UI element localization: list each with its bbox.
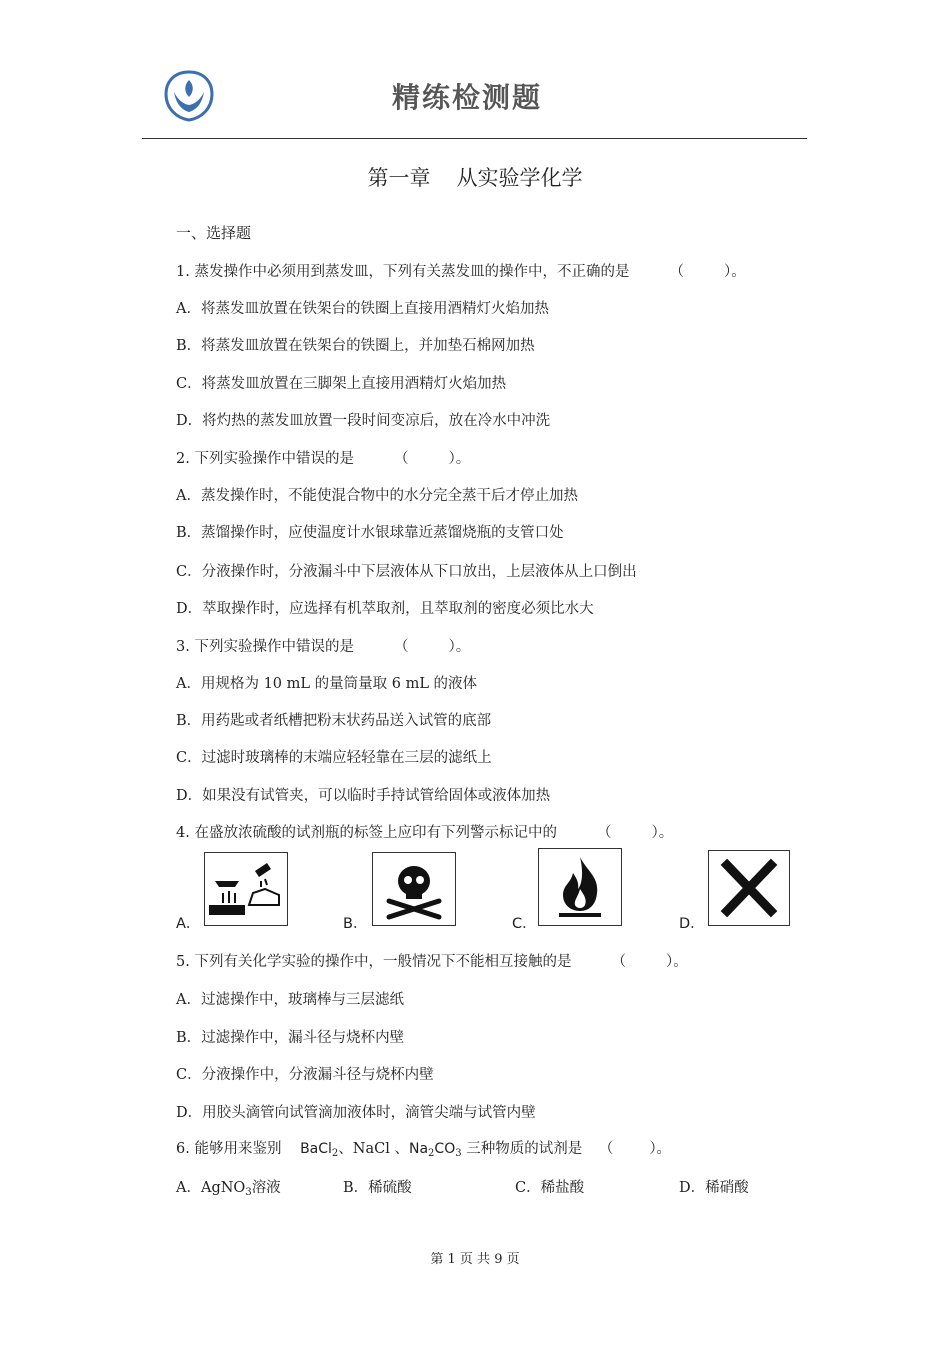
paren-open: （ <box>669 264 684 280</box>
q6-na: Na <box>408 1141 429 1157</box>
line-text: 5. 下列有关化学实验的操作中，一般情况下不能相互接触的是 <box>176 954 572 970</box>
q6-option-c[interactable]: C．稀盐酸 <box>515 1180 585 1196</box>
chapter-name: 从实验学化学 <box>456 166 583 190</box>
line-text: 1. 蒸发操作中必须用到蒸发皿，下列有关蒸发皿的操作中，不正确的是 <box>176 264 630 280</box>
q4-option-a[interactable]: A． <box>176 916 201 932</box>
q6-option-d[interactable]: D．稀硝酸 <box>679 1180 749 1196</box>
answer-option[interactable] <box>176 1028 404 1048</box>
answer-option[interactable] <box>176 523 564 543</box>
corrosive-symbol[interactable] <box>204 852 288 926</box>
q6-co-sub: 3 <box>455 1148 462 1159</box>
q6-na-sub: 2 <box>428 1148 435 1159</box>
line-text: A．蒸发操作时，不能使混合物中的水分完全蒸干后才停止加热 <box>176 488 578 504</box>
question-stem <box>176 952 688 972</box>
answer-blank[interactable] <box>597 823 673 843</box>
line-text: C．分液操作时，分液漏斗中下层液体从下口放出，上层液体从上口倒出 <box>176 564 637 580</box>
question-6 <box>176 1139 671 1164</box>
q6-bacl-sub: 2 <box>331 1148 339 1159</box>
paren-open: （ <box>611 954 626 970</box>
line-text: C．将蒸发皿放置在三脚架上直接用酒精灯火焰加热 <box>176 376 507 392</box>
flammable-symbol[interactable] <box>538 848 622 926</box>
paren-close: ）。 <box>448 639 471 655</box>
q6-option-a-tail: 溶液 <box>251 1180 281 1196</box>
toxic-symbol[interactable] <box>372 852 456 926</box>
answer-option[interactable] <box>176 786 550 806</box>
page-footer: 第 1 页 共 9 页 <box>430 1252 520 1267</box>
paren-close: ）。 <box>723 264 746 280</box>
line-text: D．将灼热的蒸发皿放置一段时间变凉后，放在冷水中冲洗 <box>176 413 551 429</box>
answer-blank[interactable] <box>394 637 470 657</box>
line-text: 4. 在盛放浓硫酸的试剂瓶的标签上应印有下列警示标记中的 <box>176 825 557 841</box>
flammable-icon <box>539 849 621 925</box>
chapter-title <box>0 162 950 192</box>
q4-option-d[interactable]: D． <box>679 916 705 932</box>
section-heading: 一、选择题 <box>176 224 252 242</box>
line-text: B．蒸馏操作时，应使温度计水银球靠近蒸馏烧瓶的支管口处 <box>176 525 564 541</box>
line-text: D．用胶头滴管向试管滴加液体时，滴管尖端与试管内壁 <box>176 1105 536 1121</box>
answer-option[interactable] <box>176 562 637 582</box>
line-text: D．萃取操作时，应选择有机萃取剂，且萃取剂的密度必须比水大 <box>176 601 594 617</box>
q6-sep: 、NaCl 、 <box>338 1141 409 1157</box>
chapter-number: 第一章 <box>367 166 431 190</box>
line-text: C．过滤时玻璃棒的末端应轻轻靠在三层的滤纸上 <box>176 750 492 766</box>
answer-option[interactable] <box>176 674 477 694</box>
q6-paren-close: ）。 <box>649 1141 672 1157</box>
line-text: 3. 下列实验操作中错误的是 <box>176 639 354 655</box>
answer-option[interactable] <box>176 990 404 1010</box>
paren-open: （ <box>393 639 409 655</box>
answer-option[interactable] <box>176 486 578 506</box>
question-stem <box>176 637 470 657</box>
line-text: B．用药匙或者纸槽把粉末状药品送入试管的底部 <box>176 713 492 729</box>
line-text: A．过滤操作中，玻璃棒与三层滤纸 <box>176 992 404 1008</box>
answer-blank[interactable] <box>394 449 470 469</box>
corrosive-icon <box>205 853 287 925</box>
q4-option-c[interactable]: C． <box>512 916 537 932</box>
brand-title: 精练检测题 <box>392 81 543 114</box>
answer-option[interactable] <box>176 336 535 356</box>
answer-option[interactable] <box>176 299 549 319</box>
question-stem <box>176 823 673 843</box>
answer-option[interactable] <box>176 1065 434 1085</box>
line-text: B．将蒸发皿放置在铁架台的铁圈上，并加垫石棉网加热 <box>176 338 535 354</box>
answer-blank[interactable] <box>611 952 687 972</box>
paren-open: （ <box>596 825 612 841</box>
toxic-skull-icon <box>373 853 455 925</box>
line-text: A．将蒸发皿放置在铁架台的铁圈上直接用酒精灯火焰加热 <box>176 301 549 317</box>
q6-option-a[interactable] <box>176 1176 281 1198</box>
q6-co: CO <box>434 1141 456 1157</box>
paren-close: ）。 <box>448 451 471 467</box>
q6-option-b[interactable]: B．稀硫酸 <box>343 1180 412 1196</box>
q6-paren-open: （ <box>598 1141 614 1157</box>
q6-option-a-sub: 3 <box>245 1187 252 1198</box>
line-text: B．过滤操作中，漏斗径与烧杯内壁 <box>176 1030 405 1046</box>
hands-leaf-logo-icon <box>164 70 214 122</box>
paren-open: （ <box>393 451 409 467</box>
line-text: A．用规格为 10 mL 的量筒量取 6 mL 的液体 <box>176 676 478 692</box>
line-text: C．分液操作中，分液漏斗径与烧杯内壁 <box>176 1067 434 1083</box>
page-header <box>142 62 807 139</box>
line-text: D．如果没有试管夹，可以临时手持试管给固体或液体加热 <box>176 788 551 804</box>
answer-option[interactable] <box>176 599 594 619</box>
answer-option[interactable] <box>176 1103 536 1123</box>
question-stem <box>176 449 470 469</box>
question-stem <box>176 262 746 282</box>
answer-option[interactable] <box>176 374 506 394</box>
answer-option[interactable] <box>176 711 491 731</box>
answer-option[interactable] <box>176 748 492 768</box>
line-text: 2. 下列实验操作中错误的是 <box>176 451 354 467</box>
q6-suffix: 三种物质的试剂是 <box>466 1141 583 1157</box>
paren-close: ）。 <box>651 825 674 841</box>
paren-close: ）。 <box>665 954 688 970</box>
answer-option[interactable] <box>176 411 550 431</box>
q6-prefix: 6. 能够用来鉴别 <box>176 1141 282 1157</box>
q6-bacl: BaCl <box>300 1141 332 1157</box>
answer-blank[interactable] <box>669 262 745 282</box>
harmful-symbol[interactable] <box>708 850 790 926</box>
harmful-x-icon <box>709 851 789 925</box>
q4-option-b[interactable]: B． <box>343 916 368 932</box>
q6-option-a-label: A．AgNO <box>176 1180 246 1196</box>
